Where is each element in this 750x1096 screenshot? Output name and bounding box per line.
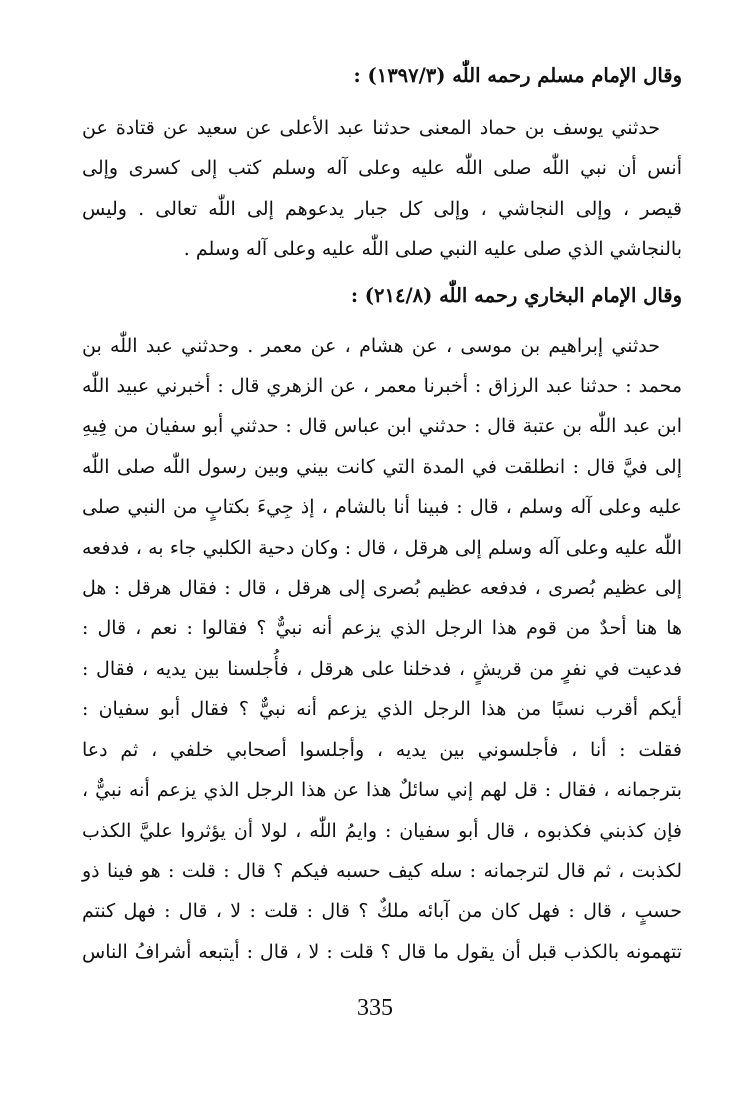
text-line: أيكم أقرب نسبًا من هذا الرجل الذي يزعم أنه نبيٌّ ؟ فقال أبو سفيان : xyxy=(82,698,682,721)
text-line: اللّٰه عليه وعلى آله وسلم إلى هرقل ، قال : وكان دحية الكلبي جاء به ، فدفعه xyxy=(82,536,682,559)
text-line: لكذبت ، ثم قال لترجمانه : سله كيف حسبه فيكم ؟ قال : قلت : هو فينا ذو xyxy=(82,859,682,882)
page-body xyxy=(82,58,682,972)
text-line: محمد : حدثنا عبد الرزاق : أخبرنا معمر ، عن الزهري قال : أخبرني عبيد اللّٰه xyxy=(82,375,682,398)
hadith-paragraph-bukhari xyxy=(82,326,682,973)
section-heading-bukhari: وقال الإمام البخاري رحمه اللّٰه (٢١٤/٨) : xyxy=(350,283,682,307)
text-line: إلى عظيم بُصرى ، فدفعه عظيم بُصرى إلى هرقل ، قال : فقال هرقل : هل xyxy=(82,577,682,600)
text-line: حدثني إبراهيم بن موسى ، عن هشام ، عن معمر . وحدثني عبد اللّٰه بن xyxy=(82,334,660,357)
section-heading-muslim: وقال الإمام مسلم رحمه اللّٰه (١٣٩٧/٣) : xyxy=(353,64,682,87)
text-line: عليه وعلى آله وسلم ، قال : فبينا أنا بالشام ، إذ جِيءَ بكتابٍ من النبي صلى xyxy=(82,496,682,519)
text-line: حدثني يوسف بن حماد المعنى حدثنا عبد الأعلى عن سعيد عن قتادة عن xyxy=(82,117,660,139)
text-line: تتهمونه بالكذب قبل أن يقول ما قال ؟ قلت : لا ، قال : أيتبعه أشرافُ الناس xyxy=(82,940,682,963)
text-line: ها هنا أحدٌ من قوم هذا الرجل الذي يزعم أنه نبيٌّ ؟ فقالوا : نعم ، قال : xyxy=(82,617,682,640)
text-line: بالنجاشي الذي صلى عليه النبي صلى اللّٰه عليه وعلى آله وسلم . xyxy=(183,238,682,261)
text-line: إلى فيَّ قال : انطلقت في المدة التي كانت بيني وبين رسول اللّٰه صلى اللّٰه xyxy=(82,455,682,478)
text-line: ابن عبد اللّٰه بن عتبة قال : حدثني ابن عباس قال : حدثني أبو سفيان من فِيهِ xyxy=(82,415,682,438)
text-line: بترجمانه ، فقال : قل لهم إني سائلٌ هذا عن هذا الرجل الذي يزعم أنه نبيٌّ ، xyxy=(82,779,682,802)
text-line: حسبٍ ، قال : فهل كان من آبائه ملكٌ ؟ قال : قلت : لا ، قال : فهل كنتم xyxy=(82,900,682,923)
page-number: 335 xyxy=(357,995,393,1021)
text-line: فدعيت في نفرٍ من قريشٍ ، فدخلنا على هرقل ، فأُجلسنا بين يديه ، فقال : xyxy=(82,657,682,680)
hadith-paragraph-muslim xyxy=(82,108,682,270)
text-line: قيصر ، وإلى النجاشي ، وإلى كل جبار يدعوهم إلى اللّٰه تعالى . وليس xyxy=(82,197,682,220)
text-line: أنس أن نبي اللّٰه صلى اللّٰه عليه وعلى آله وسلم كتب إلى كسرى وإلى xyxy=(82,157,682,180)
text-line: فقلت : أنا ، فأجلسوني بين يديه ، وأجلسوا أصحابي خلفي ، ثم دعا xyxy=(82,738,682,761)
text-line: فإن كذبني فكذبوه ، قال أبو سفيان : وايمُ اللّٰه ، لولا أن يؤثروا عليَّ الكذب xyxy=(82,819,682,842)
